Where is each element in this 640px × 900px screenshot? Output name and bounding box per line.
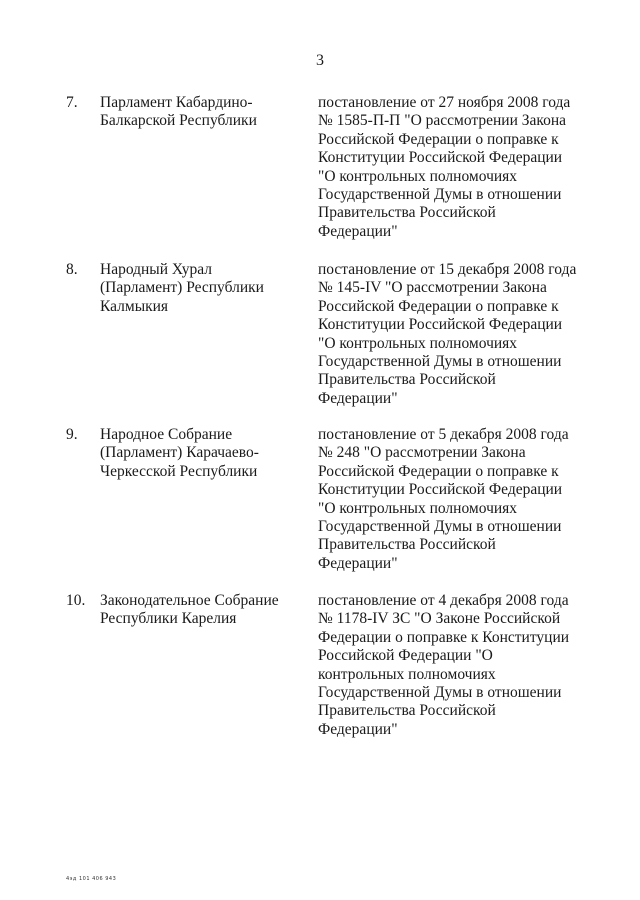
doc-line: Правительства Российской — [318, 536, 496, 554]
entry-number: 7. — [66, 94, 78, 111]
doc-line: № 1178-IV ЗС "О Законе Российской — [318, 610, 561, 628]
doc-line: Правительства Российской — [318, 204, 496, 222]
legislative-body — [100, 426, 290, 481]
doc-line: постановление от 5 декабря 2008 года — [318, 426, 569, 443]
doc-line: постановление от 15 декабря 2008 года — [318, 261, 577, 278]
resolution-text — [318, 592, 598, 739]
resolution-text — [318, 261, 598, 408]
entry-number: 8. — [66, 261, 78, 278]
legislative-body — [100, 592, 290, 629]
entry-number: 9. — [66, 426, 78, 443]
body-line: Парламент Кабардино- — [100, 94, 253, 111]
doc-line: Правительства Российской — [318, 702, 496, 720]
body-line: Калмыкия — [100, 297, 169, 315]
doc-line: Российской Федерации о поправке к — [318, 130, 559, 148]
body-line: Народное Собрание — [100, 426, 233, 443]
doc-line: № 1585-П-П "О рассмотрении Закона — [318, 112, 567, 130]
entry-number: 10. — [66, 592, 86, 609]
doc-line: Российской Федерации "О — [318, 647, 493, 665]
doc-line: Российской Федерации о поправке к — [318, 462, 559, 480]
doc-line: Государственной Думы в отношении — [318, 684, 562, 702]
resolution-text — [318, 94, 598, 241]
doc-line: "О контрольных полномочиях — [318, 499, 518, 517]
doc-line: "О контрольных полномочиях — [318, 334, 518, 352]
doc-line: Федерации о поправке к Конституции — [318, 628, 570, 646]
body-line: (Парламент) Карачаево- — [100, 444, 259, 462]
resolution-text — [318, 426, 598, 573]
doc-line: Конституции Российской Федерации — [318, 316, 563, 334]
doc-line: постановление от 27 ноября 2008 года — [318, 94, 571, 111]
doc-line: Государственной Думы в отношении — [318, 186, 562, 204]
doc-line: Федерации" — [318, 554, 398, 572]
doc-line: Федерации" — [318, 720, 398, 738]
doc-line: Конституции Российской Федерации — [318, 481, 563, 499]
doc-line: Федерации" — [318, 222, 398, 240]
doc-line: постановление от 4 декабря 2008 года — [318, 592, 569, 609]
body-line: Народный Хурал — [100, 261, 212, 278]
doc-line: Федерации" — [318, 389, 398, 407]
body-line: Балкарской Республики — [100, 112, 257, 130]
body-line: Законодательное Собрание — [100, 592, 279, 609]
doc-line: Государственной Думы в отношении — [318, 353, 562, 371]
body-line: Республики Карелия — [100, 610, 237, 628]
doc-line: Конституции Российской Федерации — [318, 149, 563, 167]
body-line: (Парламент) Республики — [100, 279, 264, 297]
footer-code: 4эд 101 406 943 — [66, 876, 117, 882]
body-line: Черкесской Республики — [100, 462, 258, 480]
doc-line: Российской Федерации о поправке к — [318, 297, 559, 315]
doc-line: Правительства Российской — [318, 371, 496, 389]
doc-line: Государственной Думы в отношении — [318, 518, 562, 536]
legislative-body — [100, 261, 290, 316]
doc-line: № 248 "О рассмотрении Закона — [318, 444, 526, 462]
doc-line: № 145-IV "О рассмотрении Закона — [318, 279, 547, 297]
page-number: 3 — [316, 52, 324, 69]
legislative-body — [100, 94, 290, 131]
doc-line: контрольных полномочиях — [318, 665, 496, 683]
doc-line: "О контрольных полномочиях — [318, 167, 518, 185]
